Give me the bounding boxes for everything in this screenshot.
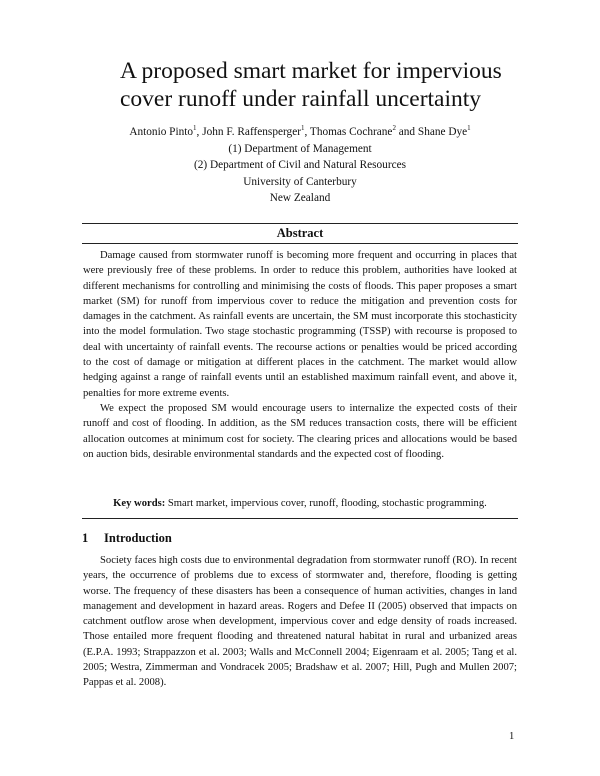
abstract-paragraph: Damage caused from stormwater runoff is becoming more frequent and occurring in places that were previously free of these problems. In order to reduce this problem, authorities have looked at different mechanisms for controlling and minimising the costs of floods. This paper proposes a smart market (SM) for runoff from impervious cover to reduce the mitigation and prevention costs for damages in the catchment. As rainfall events are uncertain, the SM must incorporate this stochasticity into the model formulation. Two stage stochastic programming (TSSP) with recourse is proposed to deal with uncertainty of rainfall events. The recourse actions or penalties would be priced according to the cost of damage or mitigation at different places in the catchment. The market would allow hedging against a range of rainfall events until an established maximum rainfall event, and above it, penalties for more extreme events.: [83, 250, 517, 399]
author-separator: ,: [304, 126, 310, 138]
author-affiliation-mark: 1: [467, 124, 471, 132]
abstract-heading-rule: [82, 243, 518, 244]
affiliation-line: (1) Department of Management: [228, 142, 372, 155]
author-name: Shane Dye: [417, 126, 468, 138]
author-separator: ,: [196, 126, 203, 138]
paper-title: A proposed smart market for impervious cover runoff under rainfall uncertainty: [120, 58, 502, 112]
abstract-bottom-rule: [82, 518, 518, 519]
keywords-line: [0, 498, 600, 509]
author-name: Thomas Cochrane: [309, 126, 393, 138]
abstract-body: [83, 248, 517, 462]
affiliation-line: (2) Department of Civil and Natural Resources: [193, 159, 407, 171]
abstract-paragraph: We expect the proposed SM would encourage users to internalize the expected costs of their runoff and cost of flooding. In addition, as the SM reduces transaction costs, there will be efficient allocation outcomes at minimum cost for society. The clearing prices and allocations would be based on auction bids, desirable environmental standards and the expected cost of flooding.: [83, 402, 517, 460]
introduction-body: [83, 553, 517, 691]
section-number: 1: [82, 531, 89, 545]
author-name: Antonio Pinto: [129, 126, 194, 138]
author-name: John F. Raffensperger: [202, 126, 301, 138]
author-block: [0, 124, 600, 207]
author-line: [0, 124, 600, 141]
page-number: 1: [509, 731, 515, 742]
keywords-label: Key words:: [113, 498, 166, 509]
affiliation-line: New Zealand: [269, 192, 331, 204]
section-title: Introduction: [104, 531, 172, 545]
author-affiliation-mark: 1: [300, 124, 305, 132]
section-heading: [82, 531, 518, 546]
author-affiliation-mark: 2: [392, 124, 396, 132]
keywords-text: Smart market, impervious cover, runoff, flooding, stochastic programming.: [165, 498, 487, 509]
introduction-paragraph: Society faces high costs due to environmental degradation from stormwater runoff (RO). In recent years, the occurrence of problems due to excess of stormwater and, therefore, flooding is getting worse. The frequency of these disasters has been a consequence of human activities, changes in land management and development in hazard areas. Rogers and Defee II (2005) observed that impacts on catchment outflow arose when development, impervious cover and edge density of roads increased. Those entailed more frequent flooding and threatened natural habitat in rural and urbanized areas (E.P.A. 1993; Strappazzon et al. 2003; Walls and McConnell 2004; Eigenraam et al. 2005; Tang et al. 2005; Westra, Zimmerman and Vondracek 2005; Bradshaw et al. 2007; Hill, Pugh and Mullen 2007; Pappas et al. 2008).: [83, 555, 517, 689]
author-affiliation-mark: 1: [193, 124, 197, 132]
abstract-top-rule: [82, 223, 518, 224]
affiliation-line: University of Canterbury: [243, 175, 357, 188]
abstract-heading: Abstract: [276, 226, 324, 240]
author-separator: and: [395, 126, 418, 138]
